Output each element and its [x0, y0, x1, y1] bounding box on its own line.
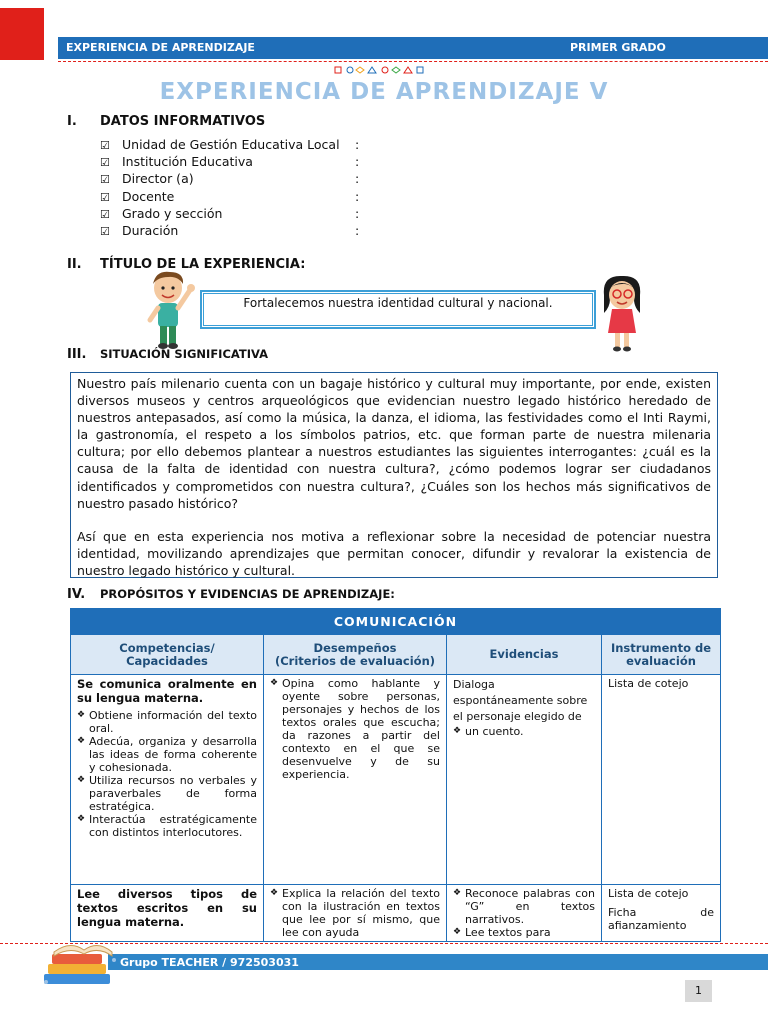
footer-bar: [108, 954, 768, 970]
section-number: IV.: [67, 587, 86, 602]
cell-evidencia: [447, 885, 602, 942]
datos-item: [100, 222, 360, 239]
header-instrumento: Instrumento de evaluación: [602, 635, 721, 675]
evidencia-text: Lee textos para: [465, 926, 551, 939]
desempeno-text: Opina como hablante y oyente sobre personas, personajes y hechos de los textos orales que escucha; da razones a partir del contexto en el que se desenvuelve y de su experiencia.: [282, 677, 440, 781]
section-label: SITUACIÓN SIGNIFICATIVA: [100, 347, 269, 361]
girl-illustration-icon: [598, 273, 646, 353]
bullet-icon: ❖: [453, 888, 462, 898]
capacidad-item: [77, 735, 257, 774]
situacion-paragraph-1: Nuestro país milenario cuenta con un bagaje histórico y cultural muy importante, por ende, existen diversos museos y centros arqueológicos que evidencian nuestro legado histórico heredado de nuestros antepasados, así como la música, la danza, el idioma, las festividades como el Inti Raymi, la gastronomía, el respeto a los símbolos patrios, etc. que forman parte de nuestra milenaria cultura; por ello debemos plantear a nuestros estudiantes las siguientes interrogantes: ¿cuál es la causa de la falta de identidad con nuestra cultura?, ¿cómo podemos lograr ser ciudadanos identificados y comprometidos con nuestra cultura?, ¿Cuáles son los hechos más significativos de nuestro pasado histórico?: [77, 376, 711, 511]
section-datos-informativos: [67, 114, 265, 129]
datos-label: Unidad de Gestión Educativa Local: [122, 137, 340, 152]
section-label: PROPÓSITOS Y EVIDENCIAS DE APRENDIZAJE:: [100, 587, 395, 601]
datos-item: [100, 205, 360, 222]
datos-item: [100, 136, 360, 153]
evidencia-item: [453, 926, 595, 939]
colon: :: [355, 222, 360, 238]
instrumento-text: Ficha de afianzamiento: [608, 906, 715, 932]
cell-desempeno: [264, 885, 447, 942]
checkbox-icon: ☑: [100, 156, 110, 170]
datos-item: [100, 153, 360, 170]
bullet-icon: ❖: [77, 710, 86, 720]
capacidad-text: Utiliza recursos no verbales y paraverbales de forma estratégica.: [89, 774, 257, 813]
header-left: EXPERIENCIA DE APRENDIZAJE: [66, 41, 255, 54]
cell-instrumento: [602, 885, 721, 942]
competencia-title: Se comunica oralmente en su lengua materna.: [77, 677, 257, 705]
page-number: 1: [685, 980, 712, 1002]
datos-item: [100, 170, 360, 187]
section-propositos: [67, 587, 395, 602]
propositos-table: [70, 608, 721, 942]
section-number: I.: [67, 114, 77, 129]
table-title-row: [71, 609, 721, 635]
header-desempenos-line2: (Criterios de evaluación): [274, 653, 436, 668]
section-situacion: [67, 347, 268, 362]
section-label: DATOS INFORMATIVOS: [100, 114, 266, 129]
area-title: COMUNICACIÓN: [71, 609, 721, 635]
colon: :: [355, 188, 360, 204]
desempeno-text: Explica la relación del texto con la ilustración en textos que lee por sí mismo, que lee con ayuda: [282, 887, 440, 939]
titulo-box: [200, 290, 596, 329]
evidencia-text: Reconoce palabras con “G” en textos narrativos.: [465, 887, 595, 926]
datos-label: Duración: [122, 222, 179, 238]
cell-competencia: [71, 675, 264, 885]
datos-label: Director (a): [122, 171, 194, 187]
cell-desempeno: [264, 675, 447, 885]
capacidad-text: Interactúa estratégicamente con distintos interlocutores.: [89, 813, 257, 839]
checkbox-icon: ☑: [100, 224, 110, 238]
bullet-icon: ❖: [270, 678, 279, 688]
colon: :: [355, 205, 360, 221]
bullet-icon: ❖: [77, 775, 86, 785]
datos-list: [100, 136, 360, 239]
checkbox-icon: ☑: [100, 139, 110, 152]
datos-item: [100, 188, 360, 205]
titulo-experiencia: Fortalecemos nuestra identidad cultural y nacional.: [243, 296, 553, 310]
header-evidencias: Evidencias: [447, 635, 602, 675]
evidencia-text: Dialoga espontáneamente sobre el personaje elegido de: [453, 678, 588, 723]
datos-label: Grado y sección: [122, 205, 223, 221]
table-row: [71, 885, 721, 942]
section-number: II.: [67, 257, 82, 272]
checkbox-icon: ☑: [100, 190, 110, 204]
colon: :: [355, 137, 360, 152]
capacidad-item: [77, 709, 257, 735]
bullet-icon: ❖: [453, 726, 462, 736]
capacidad-item: [77, 774, 257, 813]
cell-competencia: [71, 885, 264, 942]
table-header-row: [71, 635, 721, 675]
desempeno-item: [270, 677, 440, 781]
colon: :: [355, 154, 360, 170]
boy-illustration-icon: [142, 268, 200, 350]
evidencia-text: un cuento.: [465, 725, 524, 738]
bullet-icon: ❖: [77, 814, 86, 824]
competencia-title: Lee diversos tipos de textos escritos en su lengua materna.: [77, 887, 257, 929]
bullet-icon: ❖: [270, 888, 279, 898]
capacidad-text: Adecúa, organiza y desarrolla las ideas de forma coherente y cohesionada.: [89, 735, 257, 774]
instrumento-text: Lista de cotejo: [608, 677, 689, 690]
evidencia-item: [453, 725, 595, 738]
capacidad-text: Obtiene información del texto oral.: [89, 709, 257, 735]
cell-instrumento: [602, 675, 721, 885]
colon: :: [355, 171, 360, 187]
header-desempenos: [264, 635, 447, 675]
capacidad-item: [77, 813, 257, 839]
decorative-shapes-icon: [334, 64, 434, 76]
checkbox-icon: ☑: [100, 173, 110, 187]
instrumento-text: Lista de cotejo: [608, 887, 689, 900]
section-label: TÍTULO DE LA EXPERIENCIA:: [100, 257, 306, 272]
page-title: EXPERIENCIA DE APRENDIZAJE V: [159, 79, 609, 105]
section-number: III.: [67, 347, 87, 362]
footer-group: Grupo TEACHER / 972503031: [120, 956, 299, 969]
table-row: [71, 675, 721, 885]
books-illustration-icon: [40, 938, 120, 988]
header-desempenos-line1: Desempeños: [313, 640, 397, 655]
red-corner-block: [0, 8, 44, 60]
header-right: PRIMER GRADO: [570, 41, 666, 54]
cell-evidencia: [447, 675, 602, 885]
header-dashed-line: [58, 61, 768, 62]
evidencia-item: [453, 887, 595, 926]
desempeno-item: [270, 887, 440, 939]
header-competencias: Competencias/ Capacidades: [71, 635, 264, 675]
bullet-icon: ❖: [453, 927, 462, 937]
checkbox-icon: ☑: [100, 207, 110, 221]
header-bar: [58, 37, 768, 59]
datos-label: Institución Educativa: [122, 154, 253, 170]
situacion-paragraph-2: Así que en esta experiencia nos motiva a reflexionar sobre la necesidad de potenciar nuestra identidad, movilizando aprendizajes que permitan conocer, difundir y revalorar la existencia de nuestro legado histórico y cultural.: [77, 528, 711, 578]
situacion-box: [70, 372, 718, 578]
datos-label: Docente: [122, 188, 175, 204]
bullet-icon: ❖: [77, 736, 86, 746]
